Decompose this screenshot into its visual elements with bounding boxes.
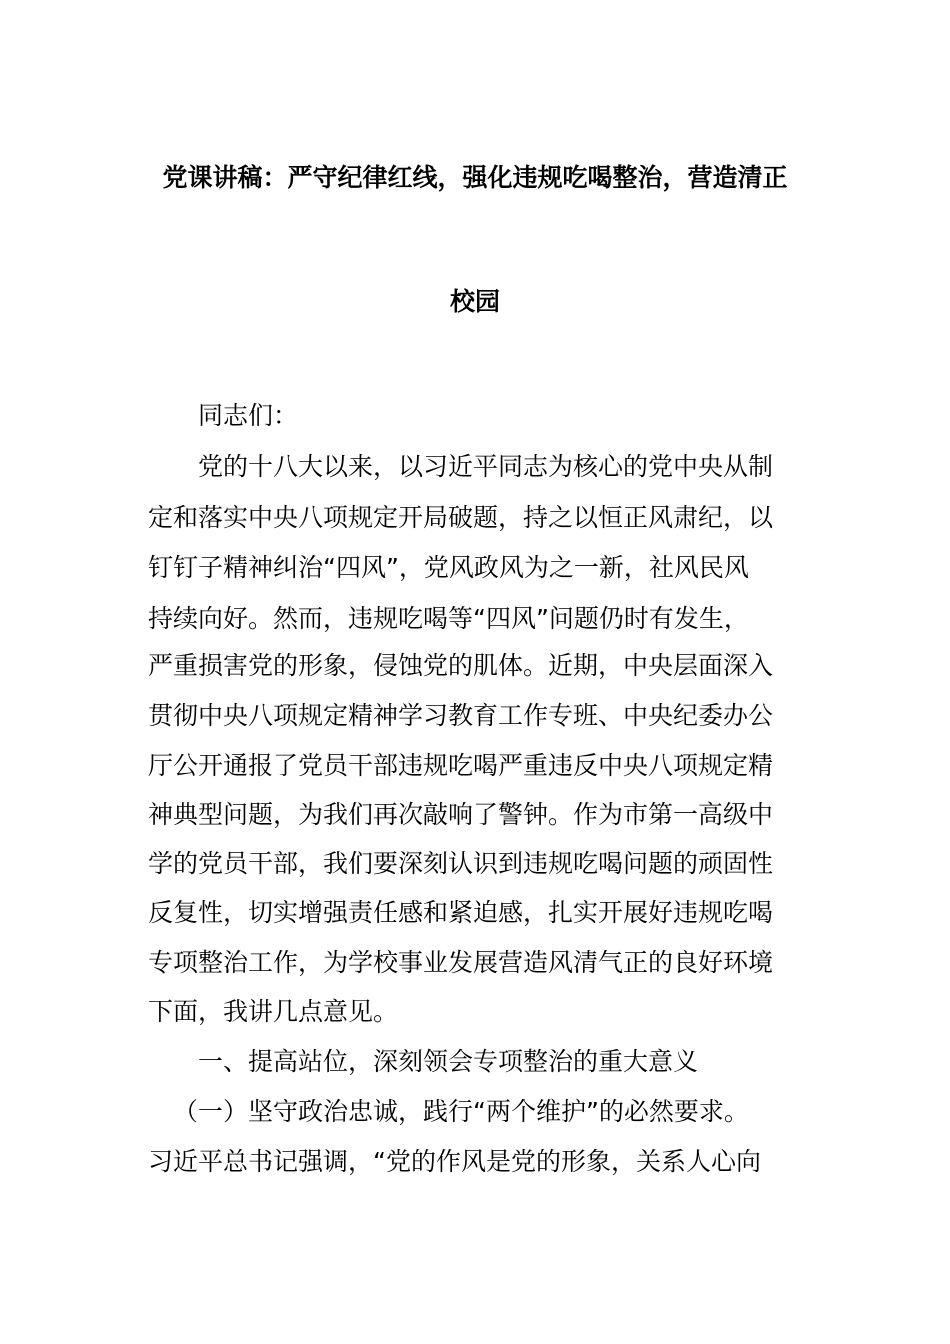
section-heading: 一、提高站位，深刻领会专项整治的重大意义 [198, 1047, 699, 1076]
paragraph-line: 神典型问题，为我们再次敲响了警钟。作为市第一高级中 [148, 800, 774, 829]
paragraph-line: 严重损害党的形象，侵蚀党的肌体。近期，中央层面深入 [148, 651, 774, 680]
paragraph-line: 党的十八大以来，以习近平同志为核心的党中央从制 [198, 452, 774, 481]
document-title-line-2: 校园 [449, 287, 500, 316]
paragraph-line: 定和落实中央八项规定开局破题，持之以恒正风肃纪，以 [148, 503, 774, 532]
paragraph-line: 学的党员干部，我们要深刻认识到违规吃喝问题的顽固性 [148, 849, 774, 878]
paragraph-line: 厅公开通报了党员干部违规吃喝严重违反中央八项规定精 [148, 751, 774, 780]
paragraph-line: 持续向好。然而，违规吃喝等“四风”问题仍时有发生， [148, 604, 749, 633]
greeting: 同志们： [198, 401, 299, 430]
paragraph-line: 贯彻中央八项规定精神学习教育工作专班、中央纪委办公 [148, 701, 774, 730]
paragraph-line: 下面，我讲几点意见。 [148, 997, 399, 1026]
document-title-line-1: 党课讲稿：严守纪律红线，强化违规吃喝整治，营造清正 [162, 163, 788, 192]
paragraph-line: 反复性，切实增强责任感和紧迫感，扎实开展好违规吃喝 [148, 898, 774, 927]
paragraph-line: 钉钉子精神纠治“四风”，党风政风为之一新，社风民风 [148, 553, 749, 582]
paragraph-line: 专项整治工作，为学校事业发展营造风清气正的良好环境 [148, 948, 774, 977]
subsection-heading: （一）坚守政治忠诚，践行“两个维护”的必然要求。 [173, 1097, 749, 1126]
paragraph-line: 习近平总书记强调，“党的作风是党的形象，关系人心向 [148, 1147, 761, 1176]
